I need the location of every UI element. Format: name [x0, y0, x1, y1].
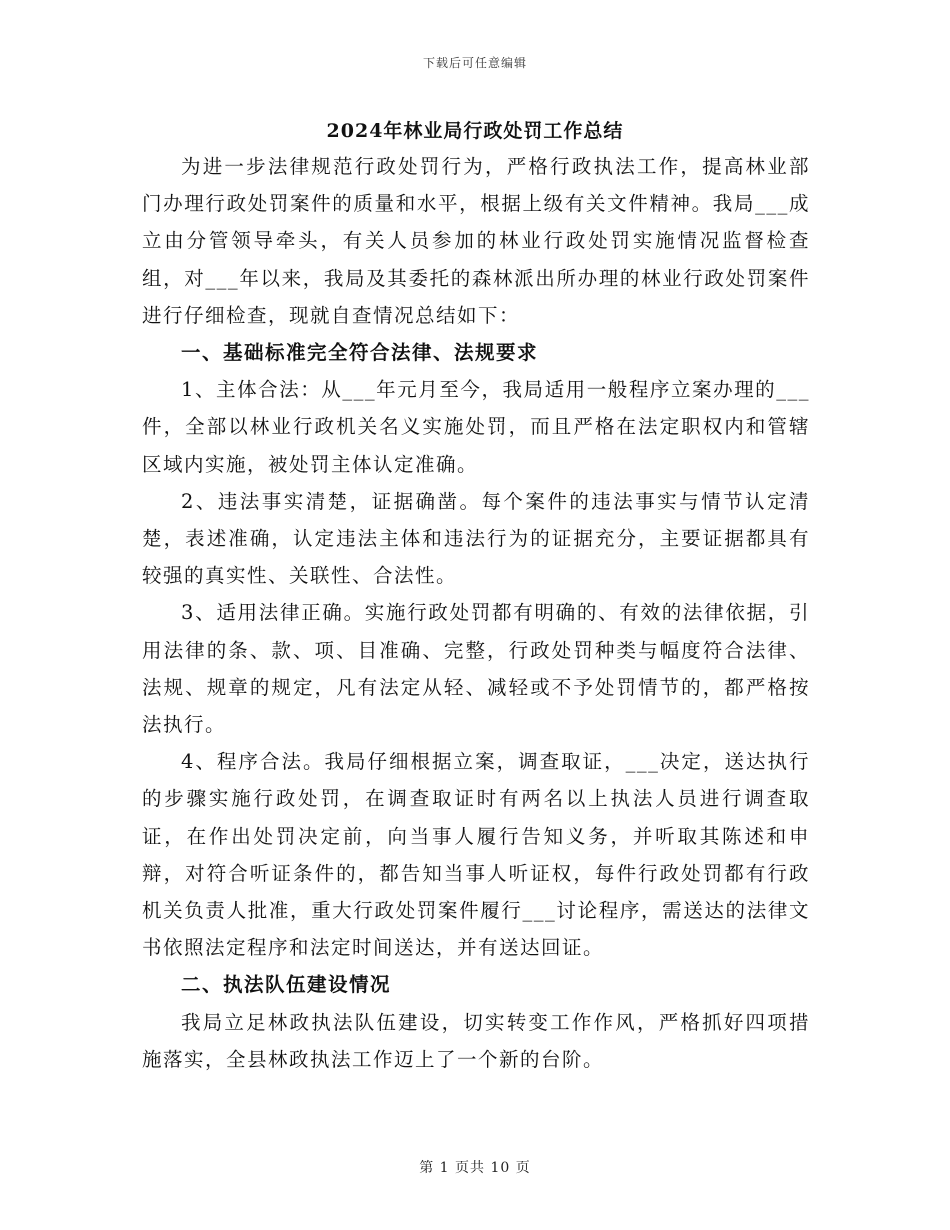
paragraph-item-2: 2、违法事实清楚，证据确凿。每个案件的违法事实与情节认定清楚，表述准确，认定违法主体和违法行为的证据充分，主要证据都具有较强的真实性、关联性、合法性。 — [142, 489, 810, 588]
paragraph-item-1: 1、主体合法：从___年元月至今，我局适用一般程序立案办理的___件，全部以林业行政机关名义实施处罚，而且严格在法定职权内和管辖区域内实施，被处罚主体认定准确。 — [142, 378, 810, 476]
section-heading-2: 二、执法队伍建设情况 — [181, 973, 392, 997]
document-title: 2024年林业局行政处罚工作总结 — [326, 120, 624, 142]
page-footer: 第 1 页共 10 页 — [419, 1160, 531, 1176]
paragraph-section-2: 我局立足林政执法队伍建设，切实转变工作作风，严格抓好四项措施落实，全县林政执法工作迈上了一个新的台阶。 — [142, 1010, 810, 1071]
paragraph-item-3: 3、适用法律正确。实施行政处罚都有明确的、有效的法律依据，引用法律的条、款、项、目准确、完整，行政处罚种类与幅度符合法律、法规、规章的规定，凡有法定从轻、减轻或不予处罚情节的，都严格按法执行。 — [142, 601, 810, 737]
paragraph-item-4: 4、程序合法。我局仔细根据立案，调查取证，___决定，送达执行的步骤实施行政处罚，在调查取证时有两名以上执法人员进行调查取证，在作出处罚决定前，向当事人履行告知义务，并听取其陈述和申辩，对符合听证条件的，都告知当事人听证权，每件行政处罚都有行政机关负责人批准，重大行政处罚案件履行___讨论程序，需送达的法律文书依照法定程序和法定时间送达，并有送达回证。 — [142, 750, 810, 960]
paragraph-intro: 为进一步法律规范行政处罚行为，严格行政执法工作，提高林业部门办理行政处罚案件的质量和水平，根据上级有关文件精神。我局___成立由分管领导牵头，有关人员参加的林业行政处罚实施情况监督检查组，对___年以来，我局及其委托的森林派出所办理的林业行政处罚案件进行仔细检查，现就自查情况总结如下： — [142, 155, 810, 327]
section-heading-1: 一、基础标准完全符合法律、法规要求 — [181, 341, 539, 365]
header-note: 下载后可任意编辑 — [422, 56, 527, 70]
document-body — [142, 148, 810, 1078]
